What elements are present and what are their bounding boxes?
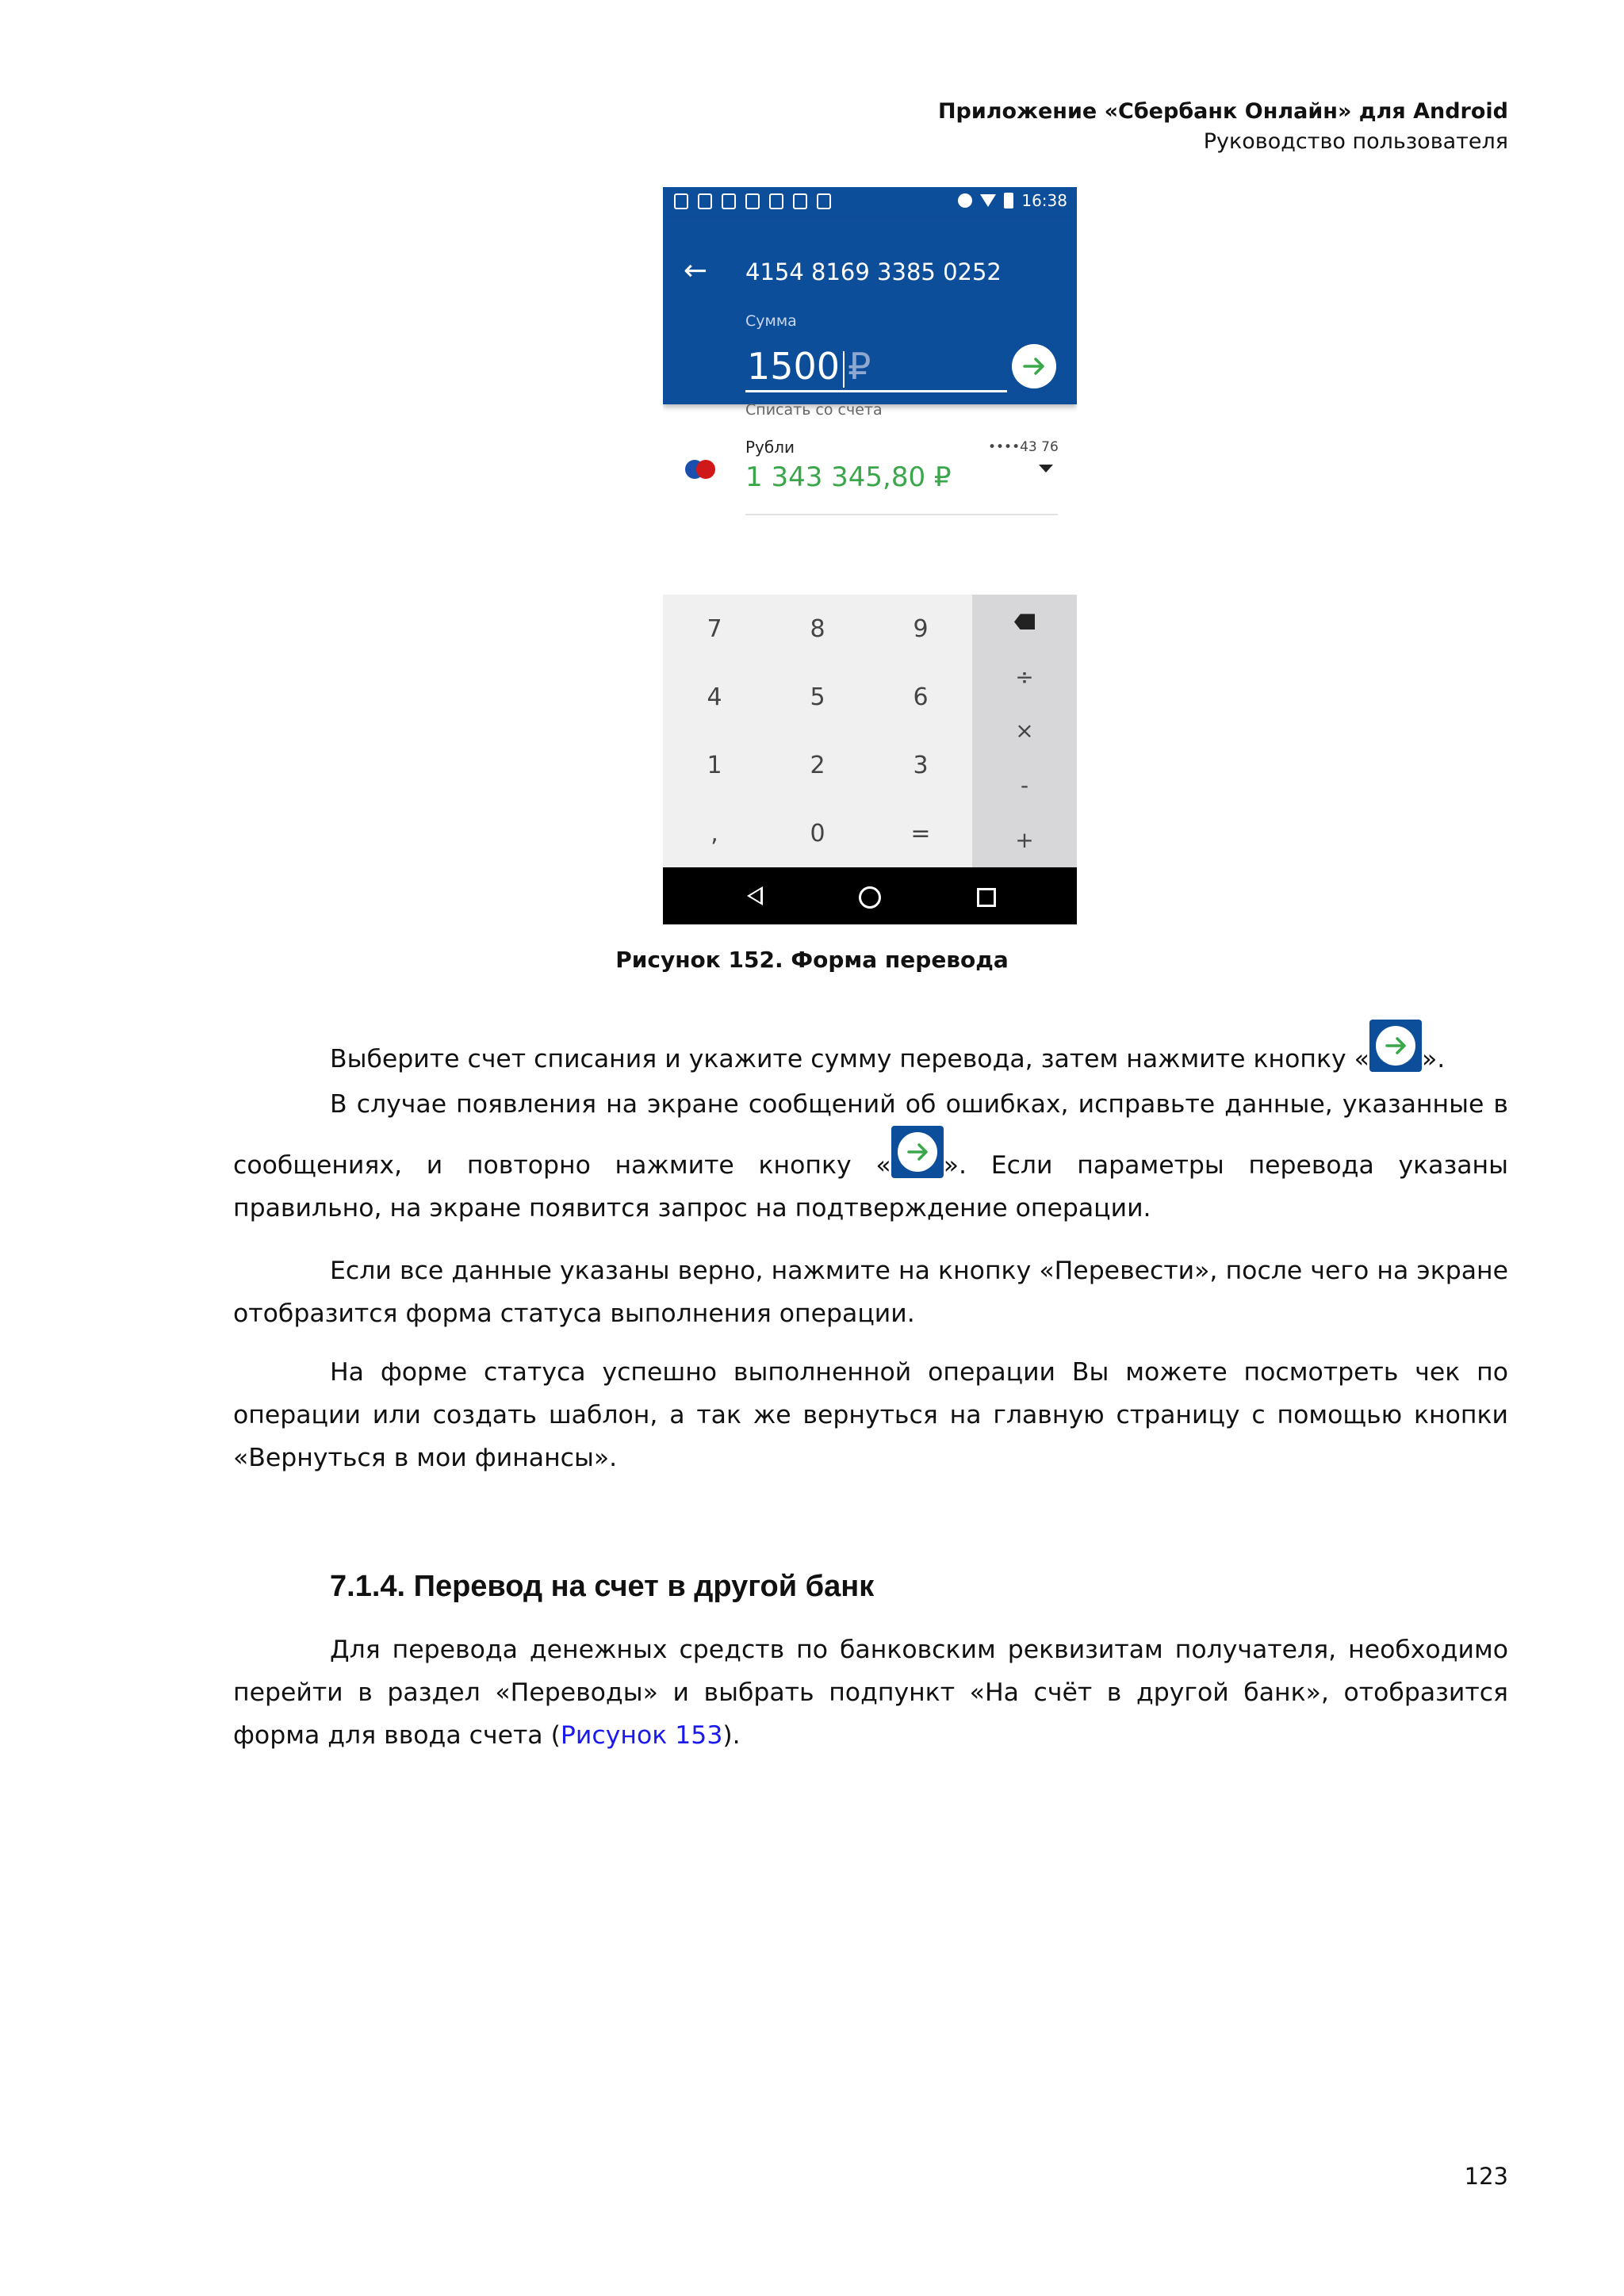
android-nav-bar <box>663 867 1077 924</box>
sum-value: 1500 <box>747 345 841 388</box>
paragraph-2-text-b: ». Если параметры перевода указаны правильно, на экране появится запрос на подтверждение операции. <box>233 1151 1508 1223</box>
paragraph-3 <box>233 1249 1508 1335</box>
back-arrow-icon[interactable]: ← <box>684 254 708 287</box>
account-name: Рубли <box>745 438 795 457</box>
debit-account-label: Списать со счета <box>745 401 883 419</box>
paragraph-5 <box>233 1628 1508 1757</box>
key-2[interactable]: 2 <box>810 751 825 779</box>
arrow-right-icon <box>1012 344 1056 388</box>
figure-153-link[interactable]: Рисунок 153 <box>560 1721 723 1750</box>
nav-recent-icon[interactable] <box>977 888 996 907</box>
image-icon <box>698 193 712 209</box>
sum-label: Сумма <box>745 312 797 330</box>
currency-symbol: ₽ <box>848 345 871 388</box>
key-5[interactable]: 5 <box>810 683 825 711</box>
status-time: 16:38 <box>1021 191 1067 210</box>
do-not-disturb-icon <box>958 193 972 208</box>
key-9[interactable]: 9 <box>913 614 929 643</box>
doc-header-subtitle: Руководство пользователя <box>1203 129 1508 154</box>
paragraph-5-text-b: ). <box>722 1721 741 1750</box>
next-button-inline-icon <box>891 1126 944 1178</box>
key-7[interactable]: 7 <box>707 614 722 643</box>
account-mask: ••••43 76 <box>988 439 1059 455</box>
key-minus[interactable]: - <box>1020 772 1029 799</box>
nav-back-icon[interactable] <box>747 886 763 905</box>
account-divider <box>745 514 1058 515</box>
account-balance[interactable]: 1 343 345,80 ₽ <box>745 461 952 493</box>
key-4[interactable]: 4 <box>707 683 722 711</box>
key-multiply[interactable]: × <box>1015 718 1034 744</box>
figure-caption: Рисунок 152. Форма перевода <box>615 947 1009 973</box>
key-backspace[interactable] <box>972 595 1077 649</box>
input-underline <box>745 390 1007 392</box>
key-divide[interactable]: ÷ <box>1015 663 1034 690</box>
download-icon <box>745 193 760 209</box>
key-3[interactable]: 3 <box>913 751 929 779</box>
sum-input[interactable] <box>747 344 871 388</box>
card-number: 4154 8169 3385 0252 <box>745 258 1002 285</box>
nav-home-icon[interactable] <box>859 886 881 909</box>
key-6[interactable]: 6 <box>913 683 929 711</box>
paragraph-4-text: На форме статуса успешно выполненной операции Вы можете посмотреть чек по операции или создать шаблон, а так же вернуться на главную страницу с помощью кнопки «Вернуться в мои финансы». <box>233 1358 1508 1472</box>
wifi-icon <box>980 194 996 207</box>
paragraph-4 <box>233 1351 1508 1479</box>
paragraph-2 <box>233 1083 1508 1230</box>
paragraph-1 <box>233 1020 1508 1081</box>
next-button-inline-icon <box>1369 1020 1422 1072</box>
paragraph-2-text-a: В случае появления на экране сообщений об ошибках, исправьте данные, указанные в сообщениях, и повторно нажмите кнопку « <box>233 1090 1508 1180</box>
numeric-keypad <box>663 595 1077 867</box>
backspace-icon <box>1014 614 1035 629</box>
briefcase-icon <box>793 193 807 209</box>
gallery-icon <box>722 193 736 209</box>
key-plus[interactable]: + <box>1015 827 1034 854</box>
briefcase-check-icon <box>817 193 831 209</box>
status-bar <box>663 187 1077 217</box>
doc-header-title: Приложение «Сбербанк Онлайн» для Android <box>937 99 1508 124</box>
paragraph-1-text-b: ». <box>1421 1045 1446 1073</box>
next-button[interactable] <box>1012 344 1056 388</box>
dropdown-arrow-icon[interactable] <box>1039 465 1053 473</box>
card-brand-icon <box>685 460 717 479</box>
section-heading: 7.1.4. Перевод на счет в другой банк <box>330 1570 875 1603</box>
arrow-right-icon <box>891 1126 944 1178</box>
paragraph-1-text-a: Выберите счет списания и укажите сумму перевода, затем нажмите кнопку « <box>330 1045 1369 1073</box>
notification-icon <box>674 193 688 209</box>
paragraph-3-text: Если все данные указаны верно, нажмите на кнопку «Перевести», после чего на экране отобразится форма статуса выполнения операции. <box>233 1257 1508 1328</box>
phone-screenshot <box>663 187 1077 924</box>
key-comma[interactable]: , <box>710 819 718 848</box>
arrow-right-icon <box>1369 1020 1422 1072</box>
page-number: 123 <box>1464 2163 1508 2190</box>
text-caret <box>843 351 845 388</box>
key-equals[interactable]: = <box>910 819 931 848</box>
app-bar <box>663 217 1077 404</box>
paragraph-5-text-a: Для перевода денежных средств по банковским реквизитам получателя, необходимо перейти в раздел «Переводы» и выбрать подпункт «На счёт в другой банк», отобразится форма для ввода счета ( <box>233 1636 1508 1750</box>
battery-icon <box>1004 193 1013 209</box>
key-0[interactable]: 0 <box>810 819 825 848</box>
phone-icon <box>769 193 783 209</box>
key-8[interactable]: 8 <box>810 614 825 643</box>
key-1[interactable]: 1 <box>707 751 722 779</box>
